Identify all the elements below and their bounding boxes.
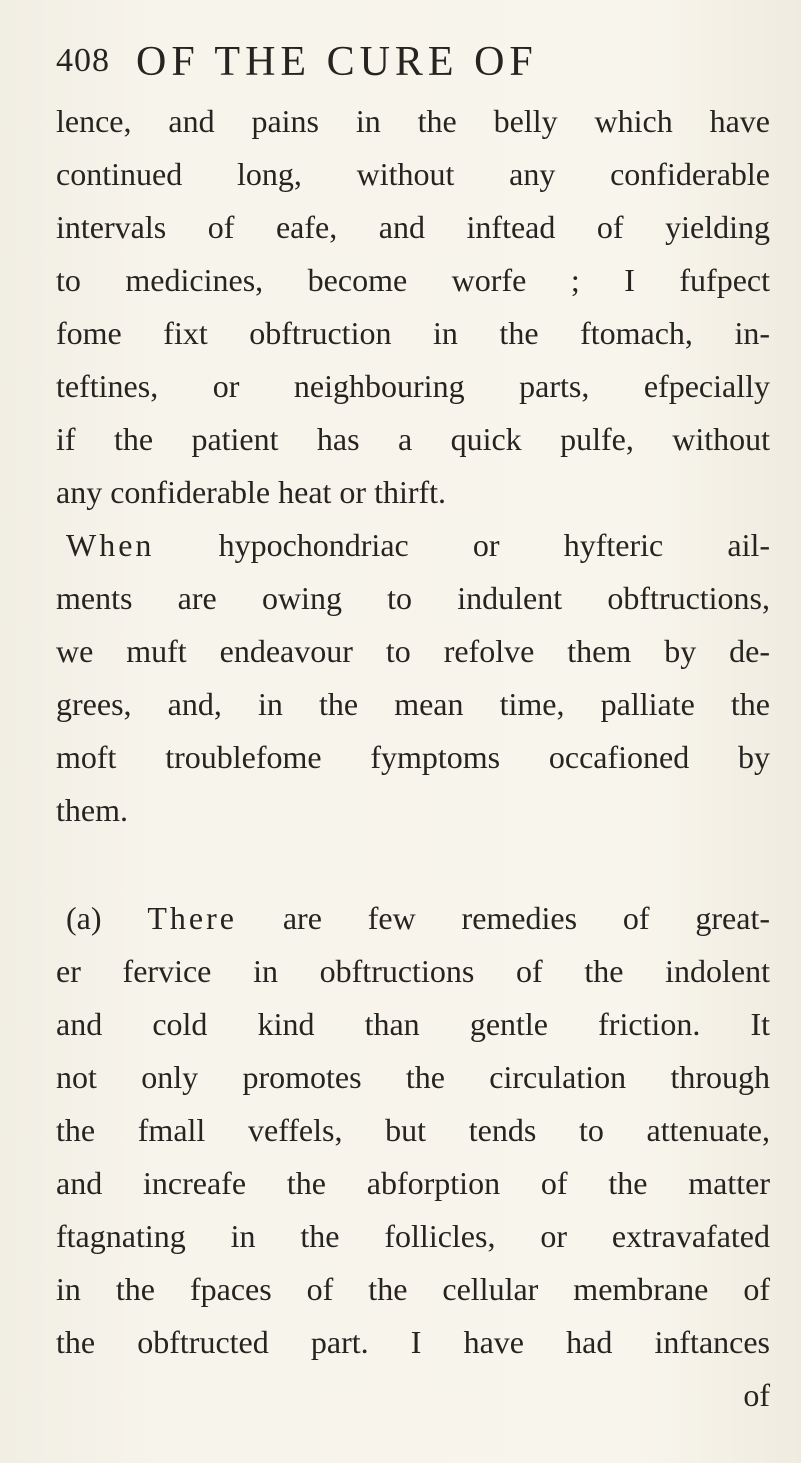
text-line: not only promotes the circulation through [56, 1059, 770, 1095]
text-line: ments are owing to indulent obftructions, [56, 580, 770, 616]
text-line: fome fixt obftruction in the ftomach, in- [56, 315, 770, 351]
text-line: intervals of eafe, and inftead of yielding [56, 209, 770, 245]
page-header [56, 38, 756, 88]
text-line: continued long, without any confiderable [56, 156, 770, 192]
text-line: in the fpaces of the cellular membrane of [56, 1271, 770, 1307]
text-line: to medicines, become worfe ; I fufpect [56, 262, 770, 298]
text-line: if the patient has a quick pulfe, without [56, 421, 770, 457]
text-line: ftagnating in the follicles, or extravafated [56, 1218, 770, 1254]
text-line: and cold kind than gentle friction. It [56, 1006, 770, 1042]
text-line: the obftructed part. I have had inftances [56, 1324, 770, 1360]
paragraph-gap [56, 837, 770, 892]
paragraph-lead-word: There [147, 900, 237, 936]
catchword: of [743, 1377, 770, 1413]
paragraph-first-line-rest: hypochondriac or hyfteric ail- [154, 527, 770, 563]
text-line: the fmall veffels, but tends to attenuate, [56, 1112, 770, 1148]
paragraph-first-line [56, 519, 770, 572]
footnote-marker: (a) [66, 900, 102, 936]
running-head: OF THE CURE OF [136, 39, 538, 85]
text-line: we muft endeavour to refolve them by de- [56, 633, 770, 669]
text-line: er fervice in obftructions of the indolent [56, 953, 770, 989]
paragraph-first-line-rest: are few remedies of great- [236, 900, 771, 936]
text-line: and increafe the abforption of the matter [56, 1165, 770, 1201]
page-number: 408 [56, 42, 110, 79]
text-line: any confiderable heat or thirft. [56, 474, 447, 510]
text-line: grees, and, in the mean time, palliate the [56, 686, 770, 722]
paragraph-lead-word: When [66, 527, 155, 563]
text-line: moft troublefome fymptoms occafioned by [56, 739, 770, 775]
paragraph-first-line [56, 892, 770, 945]
text-line: them. [56, 792, 128, 828]
text-line: teftines, or neighbouring parts, efpecially [56, 368, 770, 404]
text-line: lence, and pains in the belly which have [56, 103, 770, 139]
body-text [56, 95, 770, 1422]
